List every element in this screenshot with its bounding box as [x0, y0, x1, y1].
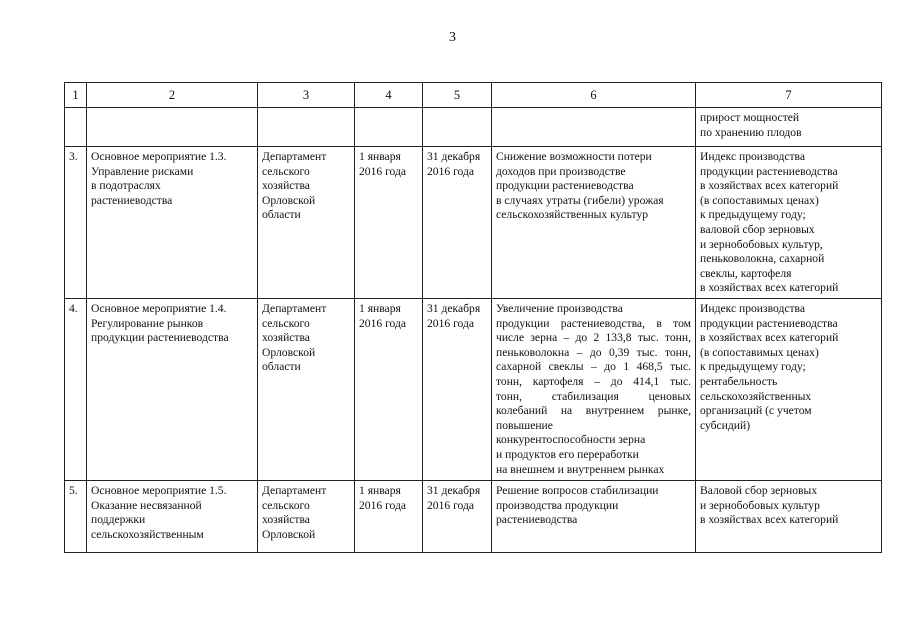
cell-line: 1 января	[359, 484, 401, 497]
column-header: 4	[355, 83, 423, 108]
cell-line: тонн, картофеля – до 414,1 тыс.	[496, 374, 691, 388]
cell-line: рентабельность	[700, 374, 778, 388]
end-date-cell	[423, 108, 492, 147]
start-date-cell	[355, 147, 423, 299]
cell-line: пеньковолокна, сахарной	[700, 252, 825, 266]
cell-line: Оказание несвязанной	[91, 498, 202, 512]
cell-line: в подотраслях	[91, 179, 161, 193]
cell-line: Орловской	[262, 193, 316, 207]
cell-line: и продуктов его переработки	[496, 447, 639, 461]
cell-line: колебаний на внутреннем рынке,	[496, 404, 691, 418]
cell-line: свеклы, картофеля	[700, 266, 792, 280]
cell-line: 2016 года	[359, 316, 407, 330]
cell-line: Департамент	[262, 150, 327, 163]
cell-line: организаций (с учетом	[700, 404, 812, 418]
indicator-cell	[696, 147, 882, 299]
cell-line: сельского	[262, 498, 310, 512]
cell-line: растениеводства	[91, 193, 173, 207]
cell-line: 31 декабря	[427, 484, 481, 497]
column-header: 6	[492, 83, 696, 108]
cell-line: растениеводства	[496, 513, 578, 527]
start-date-cell	[355, 481, 423, 553]
row-number-cell	[65, 108, 87, 147]
cell-line: к предыдущему году;	[700, 360, 806, 374]
executor-cell	[258, 299, 355, 481]
cell-line: доходов при производстве	[496, 164, 626, 178]
cell-line: в хозяйствах всех категорий	[700, 331, 839, 345]
cell-line: Основное мероприятие 1.5.	[91, 484, 227, 497]
indicator-cell	[696, 108, 882, 147]
cell-line: продукции растениеводства	[700, 316, 838, 330]
cell-line: 2016 года	[359, 164, 407, 178]
cell-line: области	[262, 208, 301, 222]
activity-cell	[87, 108, 258, 147]
table-row	[65, 147, 882, 299]
cell-line: поддержки	[91, 513, 146, 527]
cell-line: сельскохозяйственных культур	[496, 208, 649, 222]
cell-line: тонн, стабилизация ценовых	[496, 389, 691, 403]
start-date-cell	[355, 108, 423, 147]
column-header: 1	[65, 83, 87, 108]
cell-line: Департамент	[262, 484, 327, 497]
table-row	[65, 481, 882, 553]
cell-line: валовой сбор зерновых	[700, 222, 815, 236]
page-number: 3	[449, 30, 456, 45]
expected-result-cell	[492, 481, 696, 553]
cell-line: Валовой сбор зерновых	[700, 484, 818, 497]
cell-line: в хозяйствах всех категорий	[700, 513, 839, 527]
executor-cell	[258, 481, 355, 553]
cell-line: по хранению плодов	[700, 125, 802, 139]
activity-cell	[87, 481, 258, 553]
cell-line: Управление рисками	[91, 164, 194, 178]
cell-line: Орловской	[262, 345, 316, 359]
expected-result-cell	[492, 108, 696, 147]
column-header: 7	[696, 83, 882, 108]
cell-line: на внешнем и внутреннем рынках	[496, 462, 665, 476]
expected-result-cell	[492, 147, 696, 299]
cell-line: Индекс производства	[700, 150, 806, 163]
cell-line: продукции растениеводства	[496, 179, 634, 193]
cell-line: производства продукции	[496, 498, 619, 512]
cell-line: хозяйства	[262, 513, 310, 527]
cell-line: субсидий)	[700, 418, 751, 432]
column-header: 2	[87, 83, 258, 108]
cell-line: продукции растениеводства	[91, 331, 229, 345]
cell-line: к предыдущему году;	[700, 208, 806, 222]
cell-line: 31 декабря	[427, 302, 481, 315]
table-header-row	[65, 83, 882, 108]
activity-cell	[87, 299, 258, 481]
cell-line: прирост мощностей	[700, 111, 800, 124]
cell-line: конкурентоспособности зерна	[496, 433, 646, 447]
cell-line: сельскохозяйственным	[91, 527, 204, 541]
cell-line: Увеличение производства	[496, 302, 623, 315]
cell-line: хозяйства	[262, 331, 310, 345]
end-date-cell	[423, 299, 492, 481]
cell-line: Регулирование рынков	[91, 316, 204, 330]
cell-line: сельскохозяйственных	[700, 389, 812, 403]
cell-line: и зернобобовых культур	[700, 498, 820, 512]
table-row	[65, 299, 882, 481]
cell-line: 1 января	[359, 150, 401, 163]
start-date-cell	[355, 299, 423, 481]
cell-line: Основное мероприятие 1.3.	[91, 150, 227, 163]
cell-line: Решение вопросов стабилизации	[496, 484, 659, 497]
cell-line: сахарной свеклы – до 1 468,5 тыс.	[496, 360, 691, 374]
executor-cell	[258, 147, 355, 299]
row-number-cell: 5.	[65, 481, 87, 553]
cell-line: сельского	[262, 164, 310, 178]
cell-line: хозяйства	[262, 179, 310, 193]
cell-line: Основное мероприятие 1.4.	[91, 302, 227, 315]
cell-line: сельского	[262, 316, 310, 330]
cell-line: и зернобобовых культур,	[700, 237, 823, 251]
executor-cell	[258, 108, 355, 147]
cell-line: повышение	[496, 418, 553, 432]
indicator-cell	[696, 299, 882, 481]
cell-line: числе зерна – до 2 133,8 тыс. тонн,	[496, 331, 691, 345]
indicator-cell	[696, 481, 882, 553]
row-number-cell: 3.	[65, 147, 87, 299]
cell-line: пеньковолокна – до 0,39 тыс. тонн,	[496, 345, 691, 359]
cell-line: в хозяйствах всех категорий	[700, 179, 839, 193]
row-number-cell: 4.	[65, 299, 87, 481]
expected-result-cell	[492, 299, 696, 481]
cell-line: 2016 года	[359, 498, 407, 512]
cell-line: Индекс производства	[700, 302, 806, 315]
column-header: 3	[258, 83, 355, 108]
table-row	[65, 108, 882, 147]
end-date-cell	[423, 481, 492, 553]
cell-line: в хозяйствах всех категорий	[700, 281, 839, 295]
measures-table	[64, 82, 882, 553]
cell-line: 2016 года	[427, 316, 475, 330]
cell-line: продукции растениеводства	[700, 164, 838, 178]
cell-line: (в сопоставимых ценах)	[700, 345, 819, 359]
cell-line: 2016 года	[427, 498, 475, 512]
cell-line: продукции растениеводства, в том	[496, 316, 691, 330]
cell-line: Снижение возможности потери	[496, 150, 652, 163]
cell-line: 1 января	[359, 302, 401, 315]
cell-line: Орловской	[262, 527, 316, 541]
cell-line: 31 декабря	[427, 150, 481, 163]
cell-line: в случаях утраты (гибели) урожая	[496, 193, 664, 207]
end-date-cell	[423, 147, 492, 299]
activity-cell	[87, 147, 258, 299]
cell-line: 2016 года	[427, 164, 475, 178]
cell-line: (в сопоставимых ценах)	[700, 193, 819, 207]
cell-line: области	[262, 360, 301, 374]
cell-line: Департамент	[262, 302, 327, 315]
column-header: 5	[423, 83, 492, 108]
